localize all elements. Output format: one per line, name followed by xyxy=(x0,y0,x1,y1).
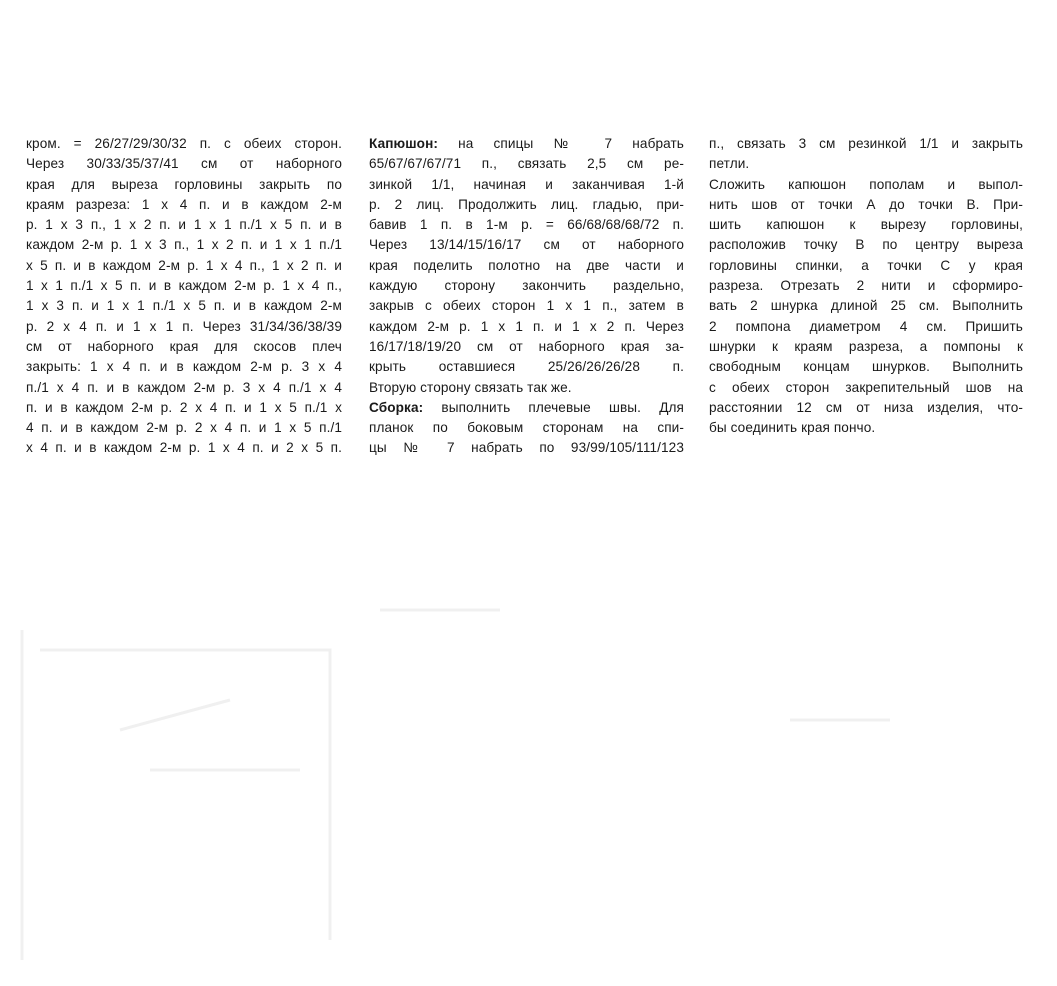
text-line-content: 2 помпона диаметром 4 см. Пришить xyxy=(709,318,1023,334)
text-line-content: вать 2 шнурка длиной 25 см. Выполнить xyxy=(709,298,1023,314)
text-line xyxy=(26,337,342,357)
text-line xyxy=(26,215,342,235)
text-line xyxy=(369,134,684,154)
text-line xyxy=(26,398,342,418)
text-line-content: х 5 п. и в каждом 2-м р. 1 х 4 п., 1 х 2 п. и xyxy=(26,257,342,273)
text-line-content: бы соединить края пончо. xyxy=(709,420,876,436)
text-line xyxy=(369,418,684,438)
text-line xyxy=(26,195,342,215)
text-line xyxy=(26,235,342,255)
faded-line xyxy=(120,700,230,730)
text-line xyxy=(26,296,342,316)
text-line xyxy=(369,256,684,276)
text-line xyxy=(369,215,684,235)
text-line-content: разреза. Отрезать 2 нити и сформиро- xyxy=(709,278,1023,294)
text-line-content: нить шов от точки А до точки В. При- xyxy=(709,196,1023,212)
text-line-content: каждую сторону закончить раздельно, xyxy=(369,278,684,294)
text-line xyxy=(369,398,684,418)
text-line xyxy=(369,378,684,398)
text-line-content: закрыв с обеих сторон 1 х 1 п., затем в xyxy=(369,298,684,314)
text-line xyxy=(709,256,1023,276)
text-line xyxy=(369,317,684,337)
text-line xyxy=(709,134,1023,154)
text-line-content: шнурки к краям разреза, а помпоны к xyxy=(709,338,1023,354)
text-line-content: расположив точку В по центру выреза xyxy=(709,237,1023,253)
text-line-content: Через 30/33/35/37/41 см от наборного xyxy=(26,156,342,172)
text-column-2 xyxy=(369,134,684,459)
text-column-1 xyxy=(26,134,342,459)
text-line-content: р. 2 х 4 п. и 1 х 1 п. Через 31/34/36/38/39 xyxy=(26,318,342,334)
text-line-content: свободным концам шнурков. Выполнить xyxy=(709,359,1023,375)
text-line xyxy=(369,438,684,458)
text-line xyxy=(26,378,342,398)
text-line xyxy=(709,398,1023,418)
text-line-content: р. 2 лиц. Продолжить лиц. гладью, при- xyxy=(369,196,684,212)
text-line xyxy=(26,357,342,377)
text-line-content: горловины спинки, а точки С у края xyxy=(709,257,1023,273)
text-line xyxy=(26,256,342,276)
text-line-content: 4 п. и в каждом 2-м р. 2 х 4 п. и 1 х 5 п./1 xyxy=(26,420,342,436)
text-line-content: цы № 7 набрать по 93/99/105/111/123 xyxy=(369,440,684,456)
text-line-content: планок по боковым сторонам на спи- xyxy=(369,420,684,436)
text-column-3 xyxy=(709,134,1023,438)
text-line-content: с обеих сторон закрепительный шов на xyxy=(709,379,1023,395)
text-line xyxy=(709,357,1023,377)
text-line-content: р. 1 х 3 п., 1 х 2 п. и 1 х 1 п./1 х 5 п. и в xyxy=(26,217,342,233)
text-line-content: кром. = 26/27/29/30/32 п. с обеих сторон. xyxy=(26,136,342,151)
text-line xyxy=(369,154,684,174)
text-line xyxy=(369,276,684,296)
text-line xyxy=(26,276,342,296)
text-line-content: петли. xyxy=(709,156,750,172)
text-line xyxy=(26,134,342,154)
text-line-content: закрыть: 1 х 4 п. и в каждом 2-м р. 3 х 4 xyxy=(26,359,342,375)
text-line-content: на спицы № 7 набрать xyxy=(438,136,684,151)
text-line xyxy=(709,296,1023,316)
text-line xyxy=(369,296,684,316)
text-line-content: Сложить капюшон пополам и выпол- xyxy=(709,176,1023,192)
text-line xyxy=(709,418,1023,438)
text-line-content: каждом 2-м р. 1 х 1 п. и 1 х 2 п. Через xyxy=(369,318,684,334)
text-line xyxy=(369,337,684,357)
text-line-content: п., связать 3 см резинкой 1/1 и закрыть xyxy=(709,136,1023,151)
text-line xyxy=(709,215,1023,235)
text-line-content: п. и в каждом 2-м р. 2 х 4 п. и 1 х 5 п./1 х xyxy=(26,399,342,415)
text-line xyxy=(709,378,1023,398)
faded-schematic-drawing xyxy=(0,520,1057,986)
text-line xyxy=(26,175,342,195)
text-line xyxy=(709,154,1023,174)
text-line xyxy=(369,235,684,255)
text-line-content: зинкой 1/1, начиная и заканчивая 1-й xyxy=(369,176,684,192)
text-line xyxy=(709,317,1023,337)
text-line xyxy=(26,154,342,174)
text-line-content: 16/17/18/19/20 см от наборного края за- xyxy=(369,338,684,354)
text-line-content: расстоянии 12 см от низа изделия, что- xyxy=(709,399,1023,415)
text-line xyxy=(369,357,684,377)
text-line xyxy=(26,317,342,337)
text-line-content: краям разреза: 1 х 4 п. и в каждом 2-м xyxy=(26,196,342,212)
text-line-content: 1 х 3 п. и 1 х 1 п./1 х 5 п. и в каждом 2-м xyxy=(26,298,342,314)
section-label: Капюшон: xyxy=(369,136,439,151)
text-line xyxy=(709,276,1023,296)
faded-line xyxy=(40,650,330,940)
text-line-content: п./1 х 4 п. и в каждом 2-м р. 3 х 4 п./1 х 4 xyxy=(26,379,342,395)
text-line xyxy=(26,438,342,458)
text-line xyxy=(369,175,684,195)
text-line xyxy=(26,418,342,438)
text-line-content: 65/67/67/67/71 п., связать 2,5 см ре- xyxy=(369,156,684,172)
text-line xyxy=(369,195,684,215)
text-line-content: шить капюшон к вырезу горловины, xyxy=(709,217,1023,233)
text-line xyxy=(709,195,1023,215)
text-line-content: см от наборного края для скосов плеч xyxy=(26,338,342,354)
text-line-content: бавив 1 п. в 1-м р. = 66/68/68/68/72 п. xyxy=(369,217,684,233)
text-line-content: Вторую сторону связать так же. xyxy=(369,379,572,395)
text-line-content: края для выреза горловины закрыть по xyxy=(26,176,342,192)
text-line xyxy=(709,235,1023,255)
text-line-content: каждом 2-м р. 1 х 3 п., 1 х 2 п. и 1 х 1 п./1 xyxy=(26,237,342,253)
text-line-content: крыть оставшиеся 25/26/26/26/28 п. xyxy=(369,359,684,375)
text-line xyxy=(709,175,1023,195)
text-line-content: выполнить плечевые швы. Для xyxy=(423,399,684,415)
text-line-content: Через 13/14/15/16/17 см от наборного xyxy=(369,237,684,253)
text-line-content: 1 х 1 п./1 х 5 п. и в каждом 2-м р. 1 х 4 п., xyxy=(26,278,342,294)
text-line-content: х 4 п. и в каждом 2-м р. 1 х 4 п. и 2 х 5 п. xyxy=(26,440,342,456)
text-line xyxy=(709,337,1023,357)
text-line-content: края поделить полотно на две части и xyxy=(369,257,684,273)
section-label: Сборка: xyxy=(369,399,424,415)
